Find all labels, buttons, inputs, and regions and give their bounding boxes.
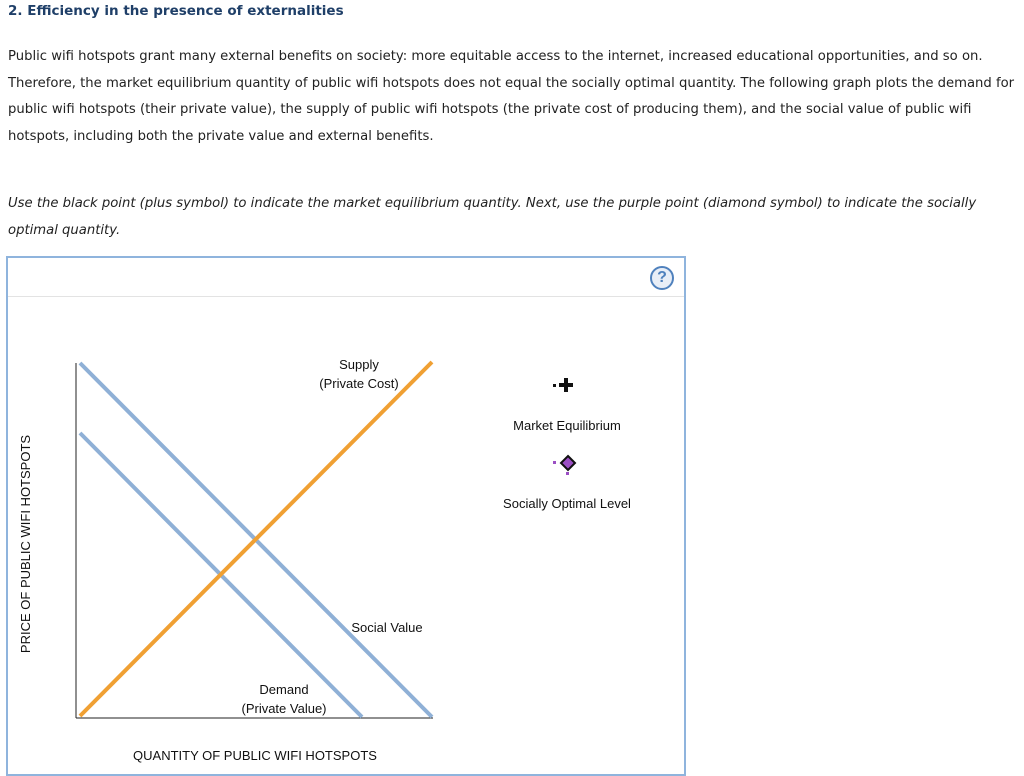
supply-label: Supply <box>339 357 379 372</box>
plus-icon-vertical <box>564 378 568 392</box>
social-value-label: Social Value <box>351 620 423 635</box>
y-axis-title: PRICE OF PUBLIC WIFI HOTSPOTS <box>18 434 33 654</box>
x-axis-title: QUANTITY OF PUBLIC WIFI HOTSPOTS <box>133 748 377 763</box>
graph-panel <box>6 256 686 776</box>
tool-handle-dot <box>553 461 556 464</box>
demand-sublabel: (Private Value) <box>241 701 327 716</box>
diamond-icon <box>561 456 575 470</box>
question-instruction: Use the black point (plus symbol) to indicate the market equilibrium quantity. Next, use the purple point (diamond symbol) to indicate the socially optimal quantity. <box>8 196 977 238</box>
tool-handle-dot <box>553 384 556 387</box>
help-icon[interactable]: ? <box>650 266 674 290</box>
question-intro: Public wifi hotspots grant many external benefits on society: more equitable access to the internet, increased educational opportunities, and so on. Therefore, the market equilibrium quantity of public wifi hotspots does not equal the socially optimal quantity. The following graph plots the demand for public wifi hotspots (their private value), the supply of public wifi hotspots (the private cost of producing them), and the social value of public wifi hotspots, including both the private value and external benefits. <box>8 49 1015 145</box>
socially-optimal-tool[interactable] <box>553 456 575 475</box>
market-equilibrium-label: Market Equilibrium <box>513 418 621 433</box>
socially-optimal-label: Socially Optimal Level <box>503 496 631 511</box>
supply-sublabel: (Private Cost) <box>319 376 399 391</box>
graph-canvas <box>8 258 684 774</box>
demand-label: Demand <box>259 682 309 697</box>
question-title: 2. Efficiency in the presence of externalities <box>8 3 344 19</box>
tool-handle-dot <box>566 472 569 475</box>
market-equilibrium-tool[interactable] <box>553 378 573 392</box>
